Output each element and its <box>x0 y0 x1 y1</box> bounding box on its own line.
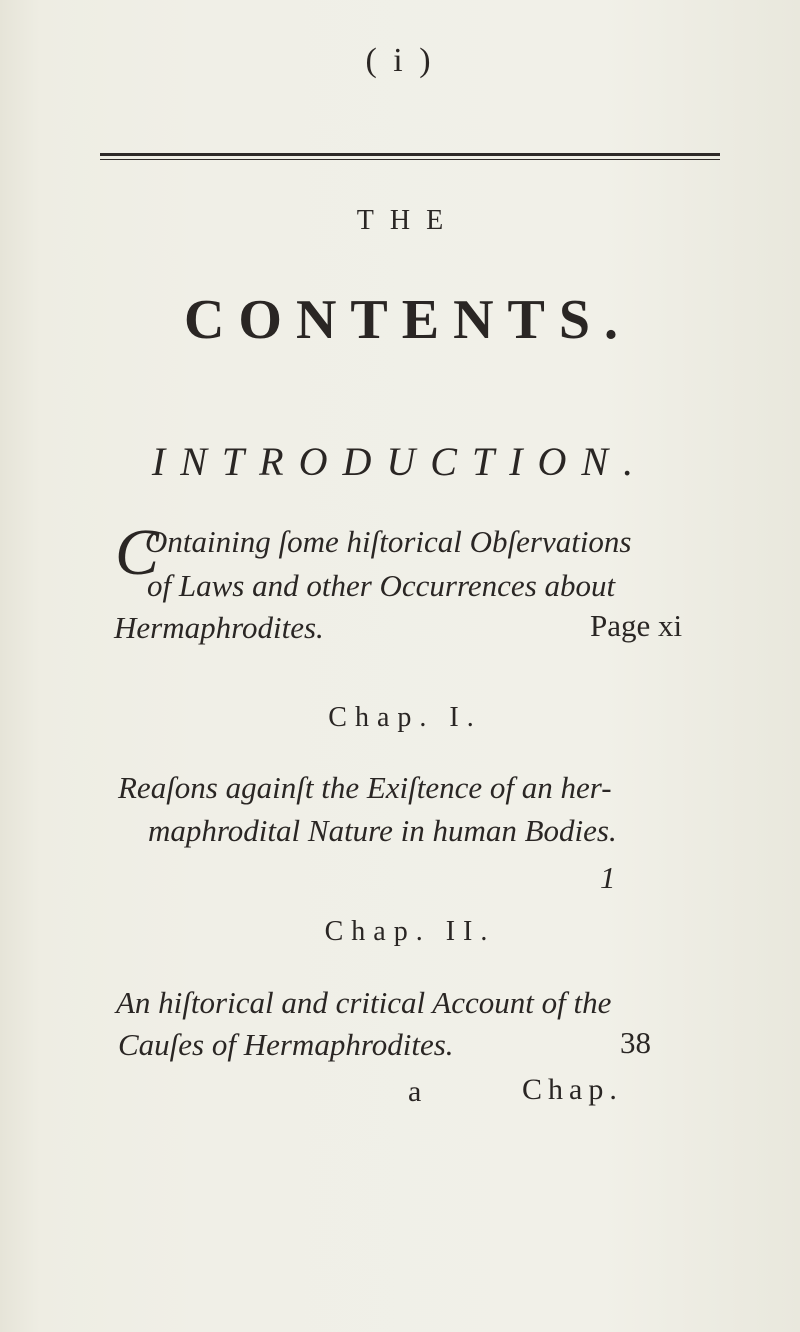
chapter-2-heading: Chap. II. <box>324 916 496 947</box>
chapter-1-line-1: Reaſons againſt the Exiſtence of an her- <box>118 770 612 805</box>
introduction-heading: INTRODUCTION. <box>151 439 649 484</box>
introduction-line-2: of Laws and other Occurrences about <box>147 568 616 603</box>
signature-mark: a <box>408 1075 422 1108</box>
header-rule-thin <box>100 159 720 160</box>
introduction-page-ref: Page xi <box>590 608 683 643</box>
chapter-2-line-2: Cauſes of Hermaphrodites. <box>118 1027 454 1062</box>
chapter-2-page: 38 <box>620 1025 651 1060</box>
title-the: THE <box>356 205 460 236</box>
chapter-2-line-1: An hiſtorical and critical Account of the <box>116 985 612 1020</box>
chapter-1-heading: Chap. I. <box>328 702 482 733</box>
introduction-line-3: Hermaphrodites. <box>114 610 324 645</box>
introduction-line-1: Ontaining ſome hiſtorical Obſervations <box>145 524 632 559</box>
introduction-dropcap: C <box>115 516 160 589</box>
catchword: Chap. <box>522 1073 623 1106</box>
chapter-1-line-2: maphrodital Nature in human Bodies. <box>148 813 617 848</box>
header-rule-thick <box>100 153 720 156</box>
title-contents: CONTENTS. <box>183 289 633 351</box>
page-folio: ( i ) <box>365 42 435 79</box>
chapter-1-page: 1 <box>600 860 616 895</box>
